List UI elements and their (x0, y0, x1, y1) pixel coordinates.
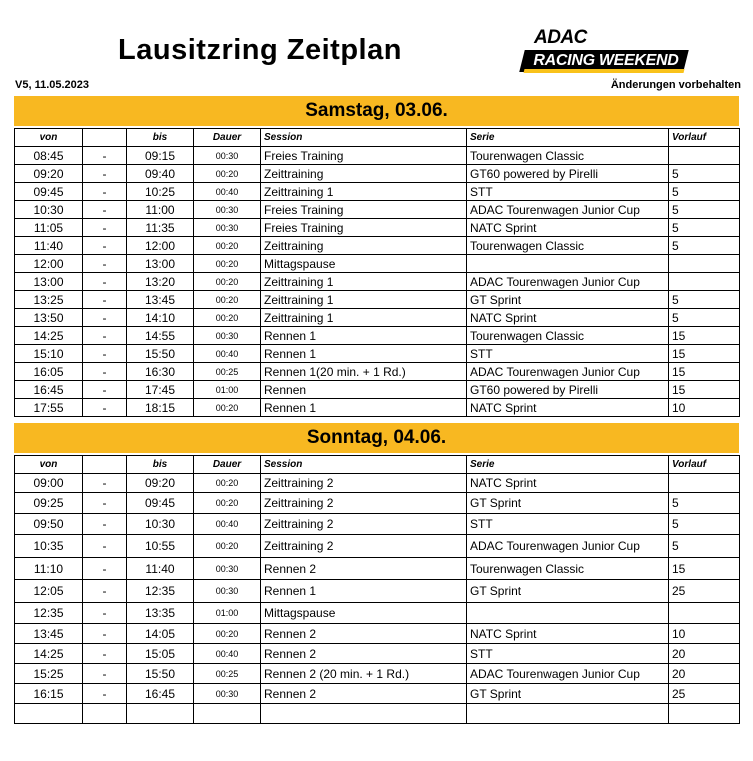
table-row (15, 201, 740, 219)
cell-serie: Tourenwagen Classic (467, 327, 669, 345)
cell-vorlauf: 5 (669, 201, 740, 219)
cell-dauer: 00:20 (194, 255, 261, 273)
cell-serie: STT (467, 514, 669, 535)
cell-von: 17:55 (15, 399, 83, 417)
cell-von: 13:00 (15, 273, 83, 291)
cell-session: Rennen 1 (261, 399, 467, 417)
cell-vorlauf: 5 (669, 165, 740, 183)
cell-serie: NATC Sprint (467, 624, 669, 644)
cell-dauer: 00:20 (194, 309, 261, 327)
cell-session: Zeittraining 2 (261, 514, 467, 535)
cell-dauer: 00:20 (194, 273, 261, 291)
cell-serie: GT60 powered by Pirelli (467, 381, 669, 399)
table-row (15, 704, 740, 724)
cell-von: 11:40 (15, 237, 83, 255)
cell-vorlauf: 15 (669, 381, 740, 399)
cell-serie: ADAC Tourenwagen Junior Cup (467, 201, 669, 219)
table-row (15, 624, 740, 644)
table-row (15, 603, 740, 624)
cell-session: Rennen 2 (261, 644, 467, 664)
cell-session: Rennen 1 (261, 345, 467, 363)
cell-sep: - (83, 644, 127, 664)
table-row (15, 237, 740, 255)
cell-bis: 14:10 (127, 309, 194, 327)
cell-von: 16:45 (15, 381, 83, 399)
cell-session: Rennen 1 (261, 327, 467, 345)
column-header: Serie (467, 129, 669, 147)
changes-note: Änderungen vorbehalten (610, 79, 741, 91)
table-row (15, 327, 740, 345)
cell-bis: 11:00 (127, 201, 194, 219)
cell-serie: ADAC Tourenwagen Junior Cup (467, 363, 669, 381)
cell-von: 11:05 (15, 219, 83, 237)
cell-serie (467, 704, 669, 724)
cell-sep: - (83, 381, 127, 399)
cell-sep: - (83, 345, 127, 363)
cell-serie: ADAC Tourenwagen Junior Cup (467, 664, 669, 684)
cell-dauer: 00:30 (194, 684, 261, 704)
cell-bis: 09:40 (127, 165, 194, 183)
cell-serie: GT Sprint (467, 580, 669, 603)
cell-dauer: 00:30 (194, 147, 261, 165)
cell-vorlauf: 25 (669, 684, 740, 704)
logo-adac-text: ADAC (534, 27, 587, 48)
cell-session: Zeittraining 1 (261, 183, 467, 201)
cell-vorlauf: 5 (669, 183, 740, 201)
cell-session: Mittagspause (261, 603, 467, 624)
cell-sep: - (83, 309, 127, 327)
cell-session: Zeittraining 1 (261, 309, 467, 327)
cell-serie: Tourenwagen Classic (467, 147, 669, 165)
cell-session: Zeittraining 2 (261, 493, 467, 514)
table-row (15, 474, 740, 493)
cell-bis: 12:00 (127, 237, 194, 255)
cell-bis: 16:30 (127, 363, 194, 381)
cell-bis: 09:15 (127, 147, 194, 165)
cell-vorlauf: 5 (669, 291, 740, 309)
cell-vorlauf: 25 (669, 580, 740, 603)
cell-sep: - (83, 684, 127, 704)
cell-bis: 15:50 (127, 345, 194, 363)
table-row (15, 535, 740, 558)
cell-bis: 09:45 (127, 493, 194, 514)
cell-sep: - (83, 624, 127, 644)
cell-sep: - (83, 273, 127, 291)
cell-serie: Tourenwagen Classic (467, 237, 669, 255)
cell-bis: 14:05 (127, 624, 194, 644)
cell-bis: 12:35 (127, 580, 194, 603)
cell-sep: - (83, 603, 127, 624)
table-row (15, 273, 740, 291)
cell-serie: Tourenwagen Classic (467, 558, 669, 580)
cell-von: 09:00 (15, 474, 83, 493)
cell-bis: 14:55 (127, 327, 194, 345)
cell-von: 13:50 (15, 309, 83, 327)
cell-sep: - (83, 664, 127, 684)
cell-dauer: 00:40 (194, 345, 261, 363)
table-row (15, 291, 740, 309)
cell-session: Zeittraining (261, 237, 467, 255)
cell-serie: GT Sprint (467, 291, 669, 309)
cell-session: Rennen 1(20 min. + 1 Rd.) (261, 363, 467, 381)
column-header: Dauer (194, 129, 261, 147)
cell-von: 10:30 (15, 201, 83, 219)
cell-vorlauf: 15 (669, 558, 740, 580)
cell-von: 15:25 (15, 664, 83, 684)
cell-serie: ADAC Tourenwagen Junior Cup (467, 535, 669, 558)
cell-dauer (194, 704, 261, 724)
cell-von: 09:20 (15, 165, 83, 183)
cell-dauer: 00:20 (194, 535, 261, 558)
logo-racing-weekend-text: RACING WEEKEND (533, 52, 679, 69)
table-row (15, 363, 740, 381)
column-header: Dauer (194, 456, 261, 474)
adac-racing-weekend-logo (522, 27, 690, 75)
table-row (15, 399, 740, 417)
cell-sep: - (83, 183, 127, 201)
cell-bis: 11:35 (127, 219, 194, 237)
cell-dauer: 00:20 (194, 399, 261, 417)
day-header: Sonntag, 04.06. (14, 423, 739, 453)
cell-vorlauf: 10 (669, 624, 740, 644)
cell-session: Rennen 1 (261, 580, 467, 603)
cell-von: 09:25 (15, 493, 83, 514)
cell-sep: - (83, 535, 127, 558)
schedule-table (14, 128, 740, 417)
cell-bis: 17:45 (127, 381, 194, 399)
cell-vorlauf: 15 (669, 363, 740, 381)
cell-von: 14:25 (15, 327, 83, 345)
cell-sep: - (83, 363, 127, 381)
cell-vorlauf: 5 (669, 535, 740, 558)
day-header: Samstag, 03.06. (14, 96, 739, 126)
cell-sep: - (83, 474, 127, 493)
table-row (15, 664, 740, 684)
table-row (15, 309, 740, 327)
cell-serie: STT (467, 644, 669, 664)
cell-session: Zeittraining 2 (261, 474, 467, 493)
cell-session: Rennen 2 (261, 558, 467, 580)
cell-vorlauf: 5 (669, 309, 740, 327)
cell-sep: - (83, 514, 127, 535)
cell-bis: 10:30 (127, 514, 194, 535)
cell-vorlauf (669, 273, 740, 291)
cell-dauer: 00:30 (194, 201, 261, 219)
cell-serie: NATC Sprint (467, 309, 669, 327)
cell-sep: - (83, 165, 127, 183)
cell-bis: 15:05 (127, 644, 194, 664)
table-row (15, 381, 740, 399)
table-row (15, 580, 740, 603)
cell-dauer: 00:30 (194, 558, 261, 580)
cell-von: 15:10 (15, 345, 83, 363)
cell-bis: 13:45 (127, 291, 194, 309)
table-row (15, 345, 740, 363)
column-header: Vorlauf (669, 129, 740, 147)
table-row (15, 255, 740, 273)
cell-von: 12:00 (15, 255, 83, 273)
cell-von: 12:05 (15, 580, 83, 603)
cell-bis: 10:25 (127, 183, 194, 201)
cell-session: Zeittraining 1 (261, 291, 467, 309)
cell-bis: 15:50 (127, 664, 194, 684)
cell-dauer: 00:30 (194, 580, 261, 603)
cell-vorlauf: 20 (669, 664, 740, 684)
cell-serie: GT Sprint (467, 493, 669, 514)
schedule-table (14, 455, 740, 724)
cell-dauer: 00:20 (194, 237, 261, 255)
cell-session: Rennen 2 (20 min. + 1 Rd.) (261, 664, 467, 684)
table-row (15, 183, 740, 201)
cell-vorlauf: 15 (669, 327, 740, 345)
column-header: von (15, 456, 83, 474)
cell-dauer: 00:25 (194, 363, 261, 381)
table-row (15, 684, 740, 704)
cell-bis: 13:00 (127, 255, 194, 273)
cell-session: Freies Training (261, 147, 467, 165)
cell-serie: STT (467, 345, 669, 363)
cell-vorlauf: 20 (669, 644, 740, 664)
cell-session: Rennen 2 (261, 684, 467, 704)
cell-sep: - (83, 558, 127, 580)
table-row (15, 165, 740, 183)
cell-bis: 10:55 (127, 535, 194, 558)
column-header: bis (127, 129, 194, 147)
cell-sep: - (83, 255, 127, 273)
table-row (15, 493, 740, 514)
cell-von: 12:35 (15, 603, 83, 624)
cell-von: 10:35 (15, 535, 83, 558)
cell-dauer: 00:25 (194, 664, 261, 684)
cell-von: 09:45 (15, 183, 83, 201)
cell-bis (127, 704, 194, 724)
cell-dauer: 00:40 (194, 183, 261, 201)
cell-sep: - (83, 327, 127, 345)
cell-vorlauf (669, 147, 740, 165)
cell-von: 16:05 (15, 363, 83, 381)
cell-dauer: 00:20 (194, 624, 261, 644)
cell-bis: 13:20 (127, 273, 194, 291)
cell-serie (467, 603, 669, 624)
version-label: V5, 11.05.2023 (15, 79, 90, 91)
cell-vorlauf: 5 (669, 219, 740, 237)
cell-sep: - (83, 147, 127, 165)
table-row (15, 147, 740, 165)
column-header: Session (261, 129, 467, 147)
cell-session: Mittagspause (261, 255, 467, 273)
cell-serie: NATC Sprint (467, 219, 669, 237)
cell-dauer: 01:00 (194, 603, 261, 624)
column-header (83, 456, 127, 474)
cell-serie (467, 255, 669, 273)
cell-sep: - (83, 580, 127, 603)
table-row (15, 644, 740, 664)
cell-dauer: 00:40 (194, 514, 261, 535)
cell-von: 16:15 (15, 684, 83, 704)
cell-von: 13:45 (15, 624, 83, 644)
cell-sep: - (83, 201, 127, 219)
cell-session: Freies Training (261, 201, 467, 219)
cell-serie: NATC Sprint (467, 474, 669, 493)
column-header: Session (261, 456, 467, 474)
column-header (83, 129, 127, 147)
cell-dauer: 00:20 (194, 474, 261, 493)
cell-vorlauf (669, 704, 740, 724)
cell-session: Rennen (261, 381, 467, 399)
cell-von: 09:50 (15, 514, 83, 535)
cell-von (15, 704, 83, 724)
cell-von: 08:45 (15, 147, 83, 165)
table-row (15, 219, 740, 237)
cell-von: 14:25 (15, 644, 83, 664)
cell-vorlauf (669, 255, 740, 273)
cell-serie: GT60 powered by Pirelli (467, 165, 669, 183)
cell-von: 11:10 (15, 558, 83, 580)
cell-sep: - (83, 399, 127, 417)
cell-session: Zeittraining 2 (261, 535, 467, 558)
cell-session: Zeittraining (261, 165, 467, 183)
cell-session: Rennen 2 (261, 624, 467, 644)
cell-vorlauf: 15 (669, 345, 740, 363)
cell-bis: 13:35 (127, 603, 194, 624)
column-header-row (15, 129, 740, 147)
column-header: von (15, 129, 83, 147)
cell-bis: 09:20 (127, 474, 194, 493)
cell-dauer: 01:00 (194, 381, 261, 399)
cell-vorlauf: 10 (669, 399, 740, 417)
cell-vorlauf: 5 (669, 237, 740, 255)
cell-serie: STT (467, 183, 669, 201)
cell-dauer: 00:30 (194, 219, 261, 237)
table-row (15, 514, 740, 535)
cell-sep (83, 704, 127, 724)
cell-vorlauf: 5 (669, 514, 740, 535)
cell-bis: 18:15 (127, 399, 194, 417)
cell-sep: - (83, 493, 127, 514)
page-title: Lausitzring Zeitplan (118, 34, 402, 66)
cell-sep: - (83, 219, 127, 237)
cell-vorlauf: 5 (669, 493, 740, 514)
column-header: Vorlauf (669, 456, 740, 474)
column-header-row (15, 456, 740, 474)
cell-vorlauf (669, 603, 740, 624)
cell-serie: ADAC Tourenwagen Junior Cup (467, 273, 669, 291)
column-header: bis (127, 456, 194, 474)
cell-session (261, 704, 467, 724)
cell-serie: NATC Sprint (467, 399, 669, 417)
cell-dauer: 00:40 (194, 644, 261, 664)
cell-sep: - (83, 237, 127, 255)
cell-sep: - (83, 291, 127, 309)
cell-bis: 11:40 (127, 558, 194, 580)
cell-serie: GT Sprint (467, 684, 669, 704)
cell-von: 13:25 (15, 291, 83, 309)
cell-dauer: 00:20 (194, 493, 261, 514)
cell-session: Freies Training (261, 219, 467, 237)
column-header: Serie (467, 456, 669, 474)
cell-vorlauf (669, 474, 740, 493)
cell-bis: 16:45 (127, 684, 194, 704)
cell-dauer: 00:20 (194, 291, 261, 309)
cell-dauer: 00:20 (194, 165, 261, 183)
table-row (15, 558, 740, 580)
cell-dauer: 00:30 (194, 327, 261, 345)
cell-session: Zeittraining 1 (261, 273, 467, 291)
